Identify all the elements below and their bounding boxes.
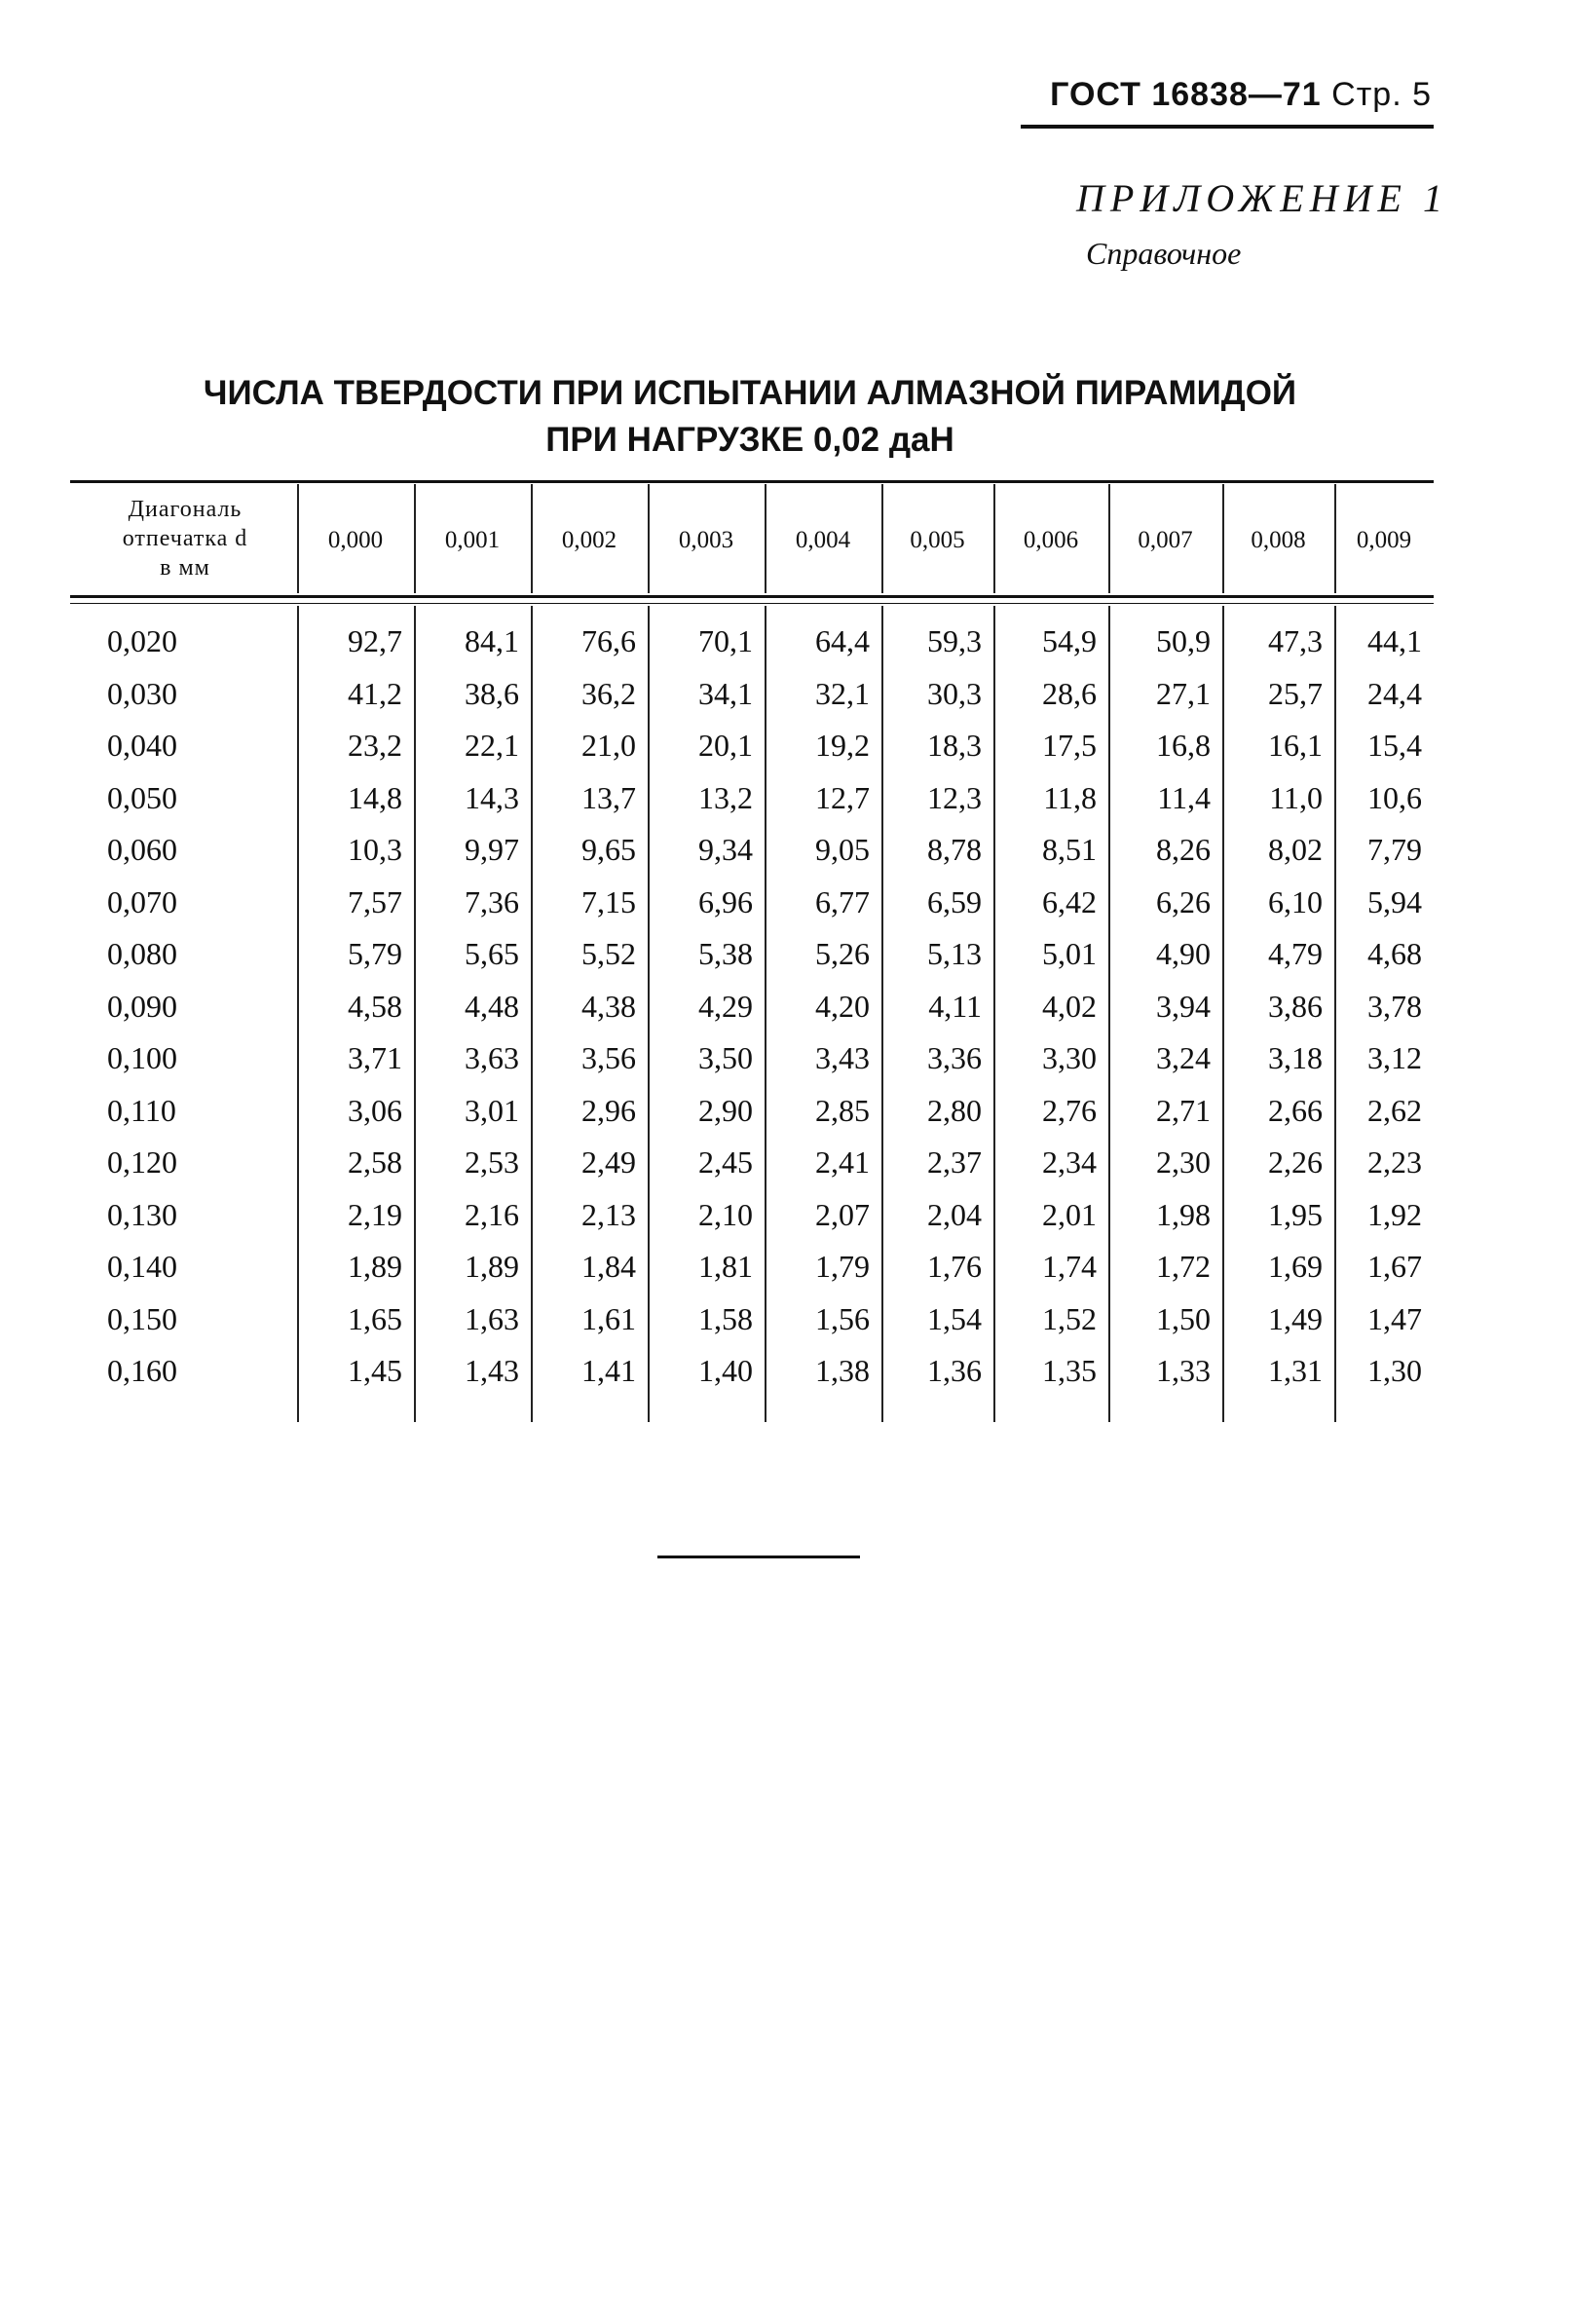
table-cell: 1,98 bbox=[1156, 1196, 1211, 1232]
table-cell: 1,52 bbox=[1042, 1300, 1097, 1336]
table-cell: 16,8 bbox=[1156, 728, 1211, 763]
table-cell: 1,30 bbox=[1367, 1353, 1422, 1388]
table-cell: 6,96 bbox=[698, 883, 753, 919]
table-cell: 22,1 bbox=[465, 728, 519, 763]
table-cell: 3,50 bbox=[698, 1040, 753, 1075]
table-cell: 4,11 bbox=[928, 988, 982, 1024]
table-cell: 24,4 bbox=[1367, 675, 1422, 711]
table-cell: 1,36 bbox=[927, 1353, 982, 1388]
table-cell: 2,62 bbox=[1367, 1092, 1422, 1128]
table-cell: 4,38 bbox=[581, 988, 636, 1024]
table-cell: 44,1 bbox=[1367, 623, 1422, 658]
table-cell: 41,2 bbox=[348, 675, 402, 711]
document-title-line2: ПРИ НАГРУЗКЕ 0,02 даН bbox=[545, 421, 954, 459]
table-cell: 8,02 bbox=[1268, 832, 1323, 867]
table-cell: 36,2 bbox=[581, 675, 636, 711]
table-cell: 34,1 bbox=[698, 675, 753, 711]
table-cell: 28,6 bbox=[1042, 675, 1097, 711]
table-header-rule-thin bbox=[70, 603, 1434, 604]
table-cell: 8,26 bbox=[1156, 832, 1211, 867]
table-cell: 2,41 bbox=[815, 1144, 870, 1180]
table-cell: 5,65 bbox=[465, 936, 519, 971]
table-cell: 2,30 bbox=[1156, 1144, 1211, 1180]
body-column-divider bbox=[1222, 606, 1224, 1422]
row-header-line1: Диагональ bbox=[128, 497, 243, 522]
body-column-divider bbox=[531, 606, 533, 1422]
table-cell: 2,01 bbox=[1042, 1196, 1097, 1232]
table-cell: 3,94 bbox=[1156, 988, 1211, 1024]
table-cell: 2,04 bbox=[927, 1196, 982, 1232]
end-rule bbox=[657, 1556, 860, 1558]
row-diagonal: 0,090 bbox=[107, 988, 177, 1024]
table-cell: 23,2 bbox=[348, 728, 402, 763]
table-cell: 4,20 bbox=[815, 988, 870, 1024]
table-cell: 3,30 bbox=[1042, 1040, 1097, 1075]
table-cell: 19,2 bbox=[815, 728, 870, 763]
table-cell: 59,3 bbox=[927, 623, 982, 658]
table-cell: 3,78 bbox=[1367, 988, 1422, 1024]
table-cell: 1,65 bbox=[348, 1300, 402, 1336]
document-title bbox=[146, 370, 1354, 464]
standard-number: ГОСТ 16838—71 bbox=[1050, 76, 1322, 113]
table-cell: 11,4 bbox=[1157, 779, 1211, 815]
table-cell: 3,86 bbox=[1268, 988, 1323, 1024]
table-cell: 2,10 bbox=[698, 1196, 753, 1232]
table-cell: 1,74 bbox=[1042, 1249, 1097, 1284]
table-cell: 1,43 bbox=[465, 1353, 519, 1388]
table-cell: 2,07 bbox=[815, 1196, 870, 1232]
table-cell: 1,81 bbox=[698, 1249, 753, 1284]
table-cell: 7,57 bbox=[348, 883, 402, 919]
table-cell: 3,43 bbox=[815, 1040, 870, 1075]
body-column-divider bbox=[297, 606, 299, 1422]
table-cell: 1,72 bbox=[1156, 1249, 1211, 1284]
table-cell: 8,51 bbox=[1042, 832, 1097, 867]
row-diagonal: 0,140 bbox=[107, 1249, 177, 1284]
table-cell: 20,1 bbox=[698, 728, 753, 763]
table-cell: 2,26 bbox=[1268, 1144, 1323, 1180]
row-diagonal: 0,110 bbox=[107, 1092, 176, 1128]
row-diagonal: 0,150 bbox=[107, 1300, 177, 1336]
table-cell: 6,42 bbox=[1042, 883, 1097, 919]
row-diagonal: 0,130 bbox=[107, 1196, 177, 1232]
table-cell: 2,71 bbox=[1156, 1092, 1211, 1128]
table-cell: 2,90 bbox=[698, 1092, 753, 1128]
table-cell: 15,4 bbox=[1367, 728, 1422, 763]
table-cell: 27,1 bbox=[1156, 675, 1211, 711]
table-cell: 2,85 bbox=[815, 1092, 870, 1128]
column-header: 0,004 bbox=[795, 527, 851, 553]
table-cell: 7,15 bbox=[581, 883, 636, 919]
table-cell: 14,3 bbox=[465, 779, 519, 815]
column-header: 0,005 bbox=[910, 527, 965, 553]
table-cell: 16,1 bbox=[1268, 728, 1323, 763]
table-cell: 1,95 bbox=[1268, 1196, 1323, 1232]
body-column-divider bbox=[881, 606, 883, 1422]
document-title-line1: ЧИСЛА ТВЕРДОСТИ ПРИ ИСПЫТАНИИ АЛМАЗНОЙ ПИРАМИДОЙ bbox=[203, 374, 1297, 412]
table-cell: 4,79 bbox=[1268, 936, 1323, 971]
table-cell: 2,45 bbox=[698, 1144, 753, 1180]
column-header: 0,009 bbox=[1356, 527, 1412, 553]
table-cell: 2,58 bbox=[348, 1144, 402, 1180]
table-cell: 17,5 bbox=[1042, 728, 1097, 763]
table-cell: 9,65 bbox=[581, 832, 636, 867]
table-cell: 2,16 bbox=[465, 1196, 519, 1232]
table-cell: 4,29 bbox=[698, 988, 753, 1024]
table-cell: 5,79 bbox=[348, 936, 402, 971]
body-column-divider bbox=[414, 606, 416, 1422]
body-column-divider bbox=[765, 606, 766, 1422]
table-cell: 50,9 bbox=[1156, 623, 1211, 658]
table-cell: 11,8 bbox=[1043, 779, 1097, 815]
row-diagonal: 0,030 bbox=[107, 675, 177, 711]
table-cell: 1,63 bbox=[465, 1300, 519, 1336]
table-cell: 9,97 bbox=[465, 832, 519, 867]
table-cell: 1,92 bbox=[1367, 1196, 1422, 1232]
table-cell: 1,84 bbox=[581, 1249, 636, 1284]
body-column-divider bbox=[1108, 606, 1110, 1422]
table-cell: 10,3 bbox=[348, 832, 402, 867]
table-cell: 5,38 bbox=[698, 936, 753, 971]
table-cell: 14,8 bbox=[348, 779, 402, 815]
table-cell: 21,0 bbox=[581, 728, 636, 763]
table-cell: 1,89 bbox=[465, 1249, 519, 1284]
table-cell: 13,7 bbox=[581, 779, 636, 815]
table-cell: 1,31 bbox=[1268, 1353, 1323, 1388]
table-cell: 1,67 bbox=[1367, 1249, 1422, 1284]
table-cell: 1,61 bbox=[581, 1300, 636, 1336]
table-cell: 7,79 bbox=[1367, 832, 1422, 867]
table-cell: 2,34 bbox=[1042, 1144, 1097, 1180]
row-diagonal: 0,050 bbox=[107, 779, 177, 815]
table-cell: 2,96 bbox=[581, 1092, 636, 1128]
table-cell: 1,47 bbox=[1367, 1300, 1422, 1336]
table-cell: 3,71 bbox=[348, 1040, 402, 1075]
table-cell: 4,02 bbox=[1042, 988, 1097, 1024]
row-diagonal: 0,020 bbox=[107, 623, 177, 658]
row-diagonal: 0,060 bbox=[107, 832, 177, 867]
table-cell: 38,6 bbox=[465, 675, 519, 711]
body-column-divider bbox=[993, 606, 995, 1422]
column-header: 0,006 bbox=[1023, 527, 1079, 553]
table-cell: 3,01 bbox=[465, 1092, 519, 1128]
table-cell: 2,13 bbox=[581, 1196, 636, 1232]
table-cell: 5,26 bbox=[815, 936, 870, 971]
row-diagonal: 0,160 bbox=[107, 1353, 177, 1388]
table-cell: 1,49 bbox=[1268, 1300, 1323, 1336]
table-cell: 5,52 bbox=[581, 936, 636, 971]
table-cell: 4,68 bbox=[1367, 936, 1422, 971]
table-cell: 10,6 bbox=[1367, 779, 1422, 815]
row-header-line3: в мм bbox=[160, 555, 210, 581]
table-cell: 2,80 bbox=[927, 1092, 982, 1128]
table-cell: 2,37 bbox=[927, 1144, 982, 1180]
row-diagonal: 0,100 bbox=[107, 1040, 177, 1075]
table-cell: 92,7 bbox=[348, 623, 402, 658]
row-diagonal: 0,070 bbox=[107, 883, 177, 919]
table-cell: 3,06 bbox=[348, 1092, 402, 1128]
table-cell: 84,1 bbox=[465, 623, 519, 658]
table-cell: 1,50 bbox=[1156, 1300, 1211, 1336]
row-diagonal: 0,080 bbox=[107, 936, 177, 971]
table-cell: 1,54 bbox=[927, 1300, 982, 1336]
page-header bbox=[974, 76, 1432, 114]
table-cell: 1,79 bbox=[815, 1249, 870, 1284]
table-top-rule bbox=[70, 480, 1434, 483]
table-cell: 3,56 bbox=[581, 1040, 636, 1075]
table-cell: 5,01 bbox=[1042, 936, 1097, 971]
table-cell: 1,89 bbox=[348, 1249, 402, 1284]
table-cell: 76,6 bbox=[581, 623, 636, 658]
table-cell: 11,0 bbox=[1269, 779, 1323, 815]
table-cell: 3,24 bbox=[1156, 1040, 1211, 1075]
table-cell: 1,38 bbox=[815, 1353, 870, 1388]
table-cell: 9,34 bbox=[698, 832, 753, 867]
table-cell: 8,78 bbox=[927, 832, 982, 867]
column-header: 0,003 bbox=[678, 527, 734, 553]
table-cell: 2,49 bbox=[581, 1144, 636, 1180]
appendix-title: ПРИЛОЖЕНИЕ 1 bbox=[1076, 176, 1448, 220]
row-header bbox=[78, 495, 292, 582]
table-cell: 2,53 bbox=[465, 1144, 519, 1180]
table-cell: 70,1 bbox=[698, 623, 753, 658]
column-header: 0,008 bbox=[1251, 527, 1306, 553]
table-cell: 3,18 bbox=[1268, 1040, 1323, 1075]
table-cell: 5,94 bbox=[1367, 883, 1422, 919]
table-cell: 30,3 bbox=[927, 675, 982, 711]
column-header: 0,000 bbox=[327, 527, 384, 553]
table-cell: 54,9 bbox=[1042, 623, 1097, 658]
table-cell: 25,7 bbox=[1268, 675, 1323, 711]
table-cell: 4,58 bbox=[348, 988, 402, 1024]
table-cell: 13,2 bbox=[698, 779, 753, 815]
table-cell: 32,1 bbox=[815, 675, 870, 711]
table-cell: 1,33 bbox=[1156, 1353, 1211, 1388]
appendix-subtitle: Справочное bbox=[1086, 236, 1242, 271]
table-cell: 3,36 bbox=[927, 1040, 982, 1075]
column-header: 0,002 bbox=[561, 527, 617, 553]
table-cell: 2,66 bbox=[1268, 1092, 1323, 1128]
table-cell: 1,58 bbox=[698, 1300, 753, 1336]
table-cell: 1,35 bbox=[1042, 1353, 1097, 1388]
table-cell: 18,3 bbox=[927, 728, 982, 763]
table-cell: 4,48 bbox=[465, 988, 519, 1024]
page-number: Стр. 5 bbox=[1331, 76, 1432, 113]
header-rule bbox=[1021, 125, 1434, 129]
table-cell: 6,77 bbox=[815, 883, 870, 919]
table-cell: 1,45 bbox=[348, 1353, 402, 1388]
column-header: 0,001 bbox=[444, 527, 501, 553]
column-header: 0,007 bbox=[1138, 527, 1193, 553]
row-header-line2: отпечатка d bbox=[122, 526, 248, 551]
table-cell: 1,41 bbox=[581, 1353, 636, 1388]
table-cell: 7,36 bbox=[465, 883, 519, 919]
table-cell: 1,76 bbox=[927, 1249, 982, 1284]
table-cell: 5,13 bbox=[927, 936, 982, 971]
table-cell: 64,4 bbox=[815, 623, 870, 658]
table-cell: 1,69 bbox=[1268, 1249, 1323, 1284]
table-cell: 47,3 bbox=[1268, 623, 1323, 658]
table-cell: 1,56 bbox=[815, 1300, 870, 1336]
table-cell: 2,23 bbox=[1367, 1144, 1422, 1180]
table-cell: 1,40 bbox=[698, 1353, 753, 1388]
table-cell: 2,19 bbox=[348, 1196, 402, 1232]
table-cell: 4,90 bbox=[1156, 936, 1211, 971]
body-column-divider bbox=[648, 606, 650, 1422]
table-cell: 2,76 bbox=[1042, 1092, 1097, 1128]
table-cell: 9,05 bbox=[815, 832, 870, 867]
table-cell: 6,10 bbox=[1268, 883, 1323, 919]
row-diagonal: 0,040 bbox=[107, 728, 177, 763]
table-cell: 6,26 bbox=[1156, 883, 1211, 919]
table-cell: 6,59 bbox=[927, 883, 982, 919]
table-cell: 12,7 bbox=[815, 779, 870, 815]
row-diagonal: 0,120 bbox=[107, 1144, 177, 1180]
table-cell: 3,63 bbox=[465, 1040, 519, 1075]
table-cell: 3,12 bbox=[1367, 1040, 1422, 1075]
table-cell: 12,3 bbox=[927, 779, 982, 815]
table-header-rule bbox=[70, 595, 1434, 598]
